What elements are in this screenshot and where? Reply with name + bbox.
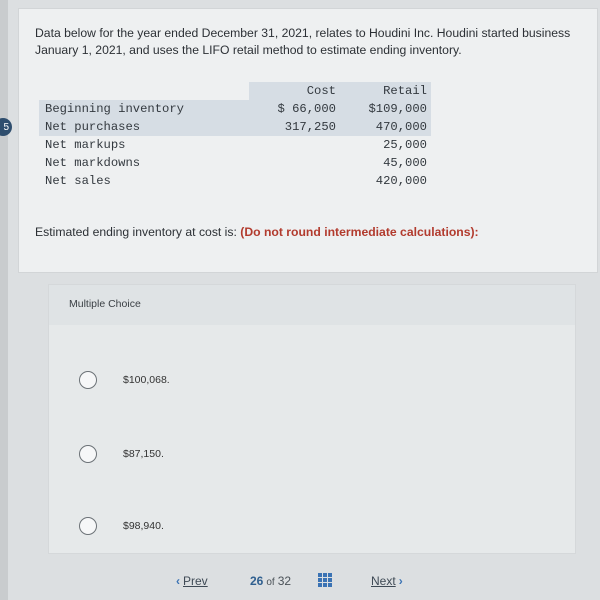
next-label: Next — [371, 574, 396, 588]
multiple-choice-panel — [48, 284, 576, 554]
inventory-data-table — [39, 82, 431, 190]
answer-option-label: $100,068. — [123, 374, 170, 386]
table-row — [39, 172, 431, 190]
row-label: Net purchases — [39, 118, 249, 136]
question-number-badge: 5 — [0, 118, 12, 136]
cost-column-header: Cost — [249, 82, 340, 100]
row-cost: 317,250 — [249, 118, 340, 136]
multiple-choice-header: Multiple Choice — [49, 285, 575, 325]
answer-option-label: $87,150. — [123, 448, 164, 460]
retail-column-header: Retail — [340, 82, 431, 100]
row-retail: 45,000 — [383, 156, 427, 170]
table-header-row — [39, 82, 431, 100]
row-retail: $109,000 — [340, 100, 431, 118]
radio-button-icon[interactable] — [79, 371, 97, 389]
row-label: Net markdowns — [45, 156, 141, 170]
row-retail: 25,000 — [383, 138, 427, 152]
next-button[interactable] — [368, 574, 403, 588]
table-row — [39, 136, 431, 154]
chevron-right-icon: › — [398, 574, 403, 588]
total-pages: 32 — [277, 574, 292, 588]
page-of-label: of — [266, 577, 275, 588]
row-label: Net sales — [45, 174, 111, 188]
navigation-bar — [0, 566, 600, 596]
radio-button-icon[interactable] — [79, 517, 97, 535]
current-page: 26 — [250, 574, 264, 588]
prev-label: Prev — [183, 574, 208, 588]
row-retail: 470,000 — [340, 118, 431, 136]
answer-option-label: $98,940. — [123, 520, 164, 532]
prev-button[interactable] — [176, 574, 211, 588]
row-cost: $ 66,000 — [249, 100, 340, 118]
row-cost — [249, 172, 340, 190]
page-indicator — [250, 574, 291, 588]
row-cost — [249, 136, 340, 154]
answer-option-2[interactable] — [79, 442, 164, 466]
row-retail: 420,000 — [375, 174, 427, 188]
radio-button-icon[interactable] — [79, 445, 97, 463]
question-prompt — [35, 225, 479, 239]
prompt-text: Estimated ending inventory at cost is: — [35, 225, 237, 239]
prompt-hint: (Do not round intermediate calculations): — [240, 225, 479, 239]
row-cost — [249, 154, 340, 172]
answer-option-1[interactable] — [79, 368, 170, 392]
left-strip — [0, 0, 8, 600]
row-label: Net markups — [45, 138, 126, 152]
table-row — [39, 118, 431, 136]
row-label: Beginning inventory — [39, 100, 249, 118]
table-row — [39, 100, 431, 118]
question-intro: Data below for the year ended December 31, 2021, relates to Houdini Inc. Houdini started business January 1, 2021, and uses the LIFO retail method to estimate ending inventory. — [35, 26, 571, 57]
table-row — [39, 154, 431, 172]
answer-option-3[interactable] — [79, 514, 164, 538]
question-card — [18, 8, 598, 273]
chevron-left-icon: ‹ — [176, 574, 180, 588]
question-grid-icon[interactable] — [318, 573, 332, 587]
